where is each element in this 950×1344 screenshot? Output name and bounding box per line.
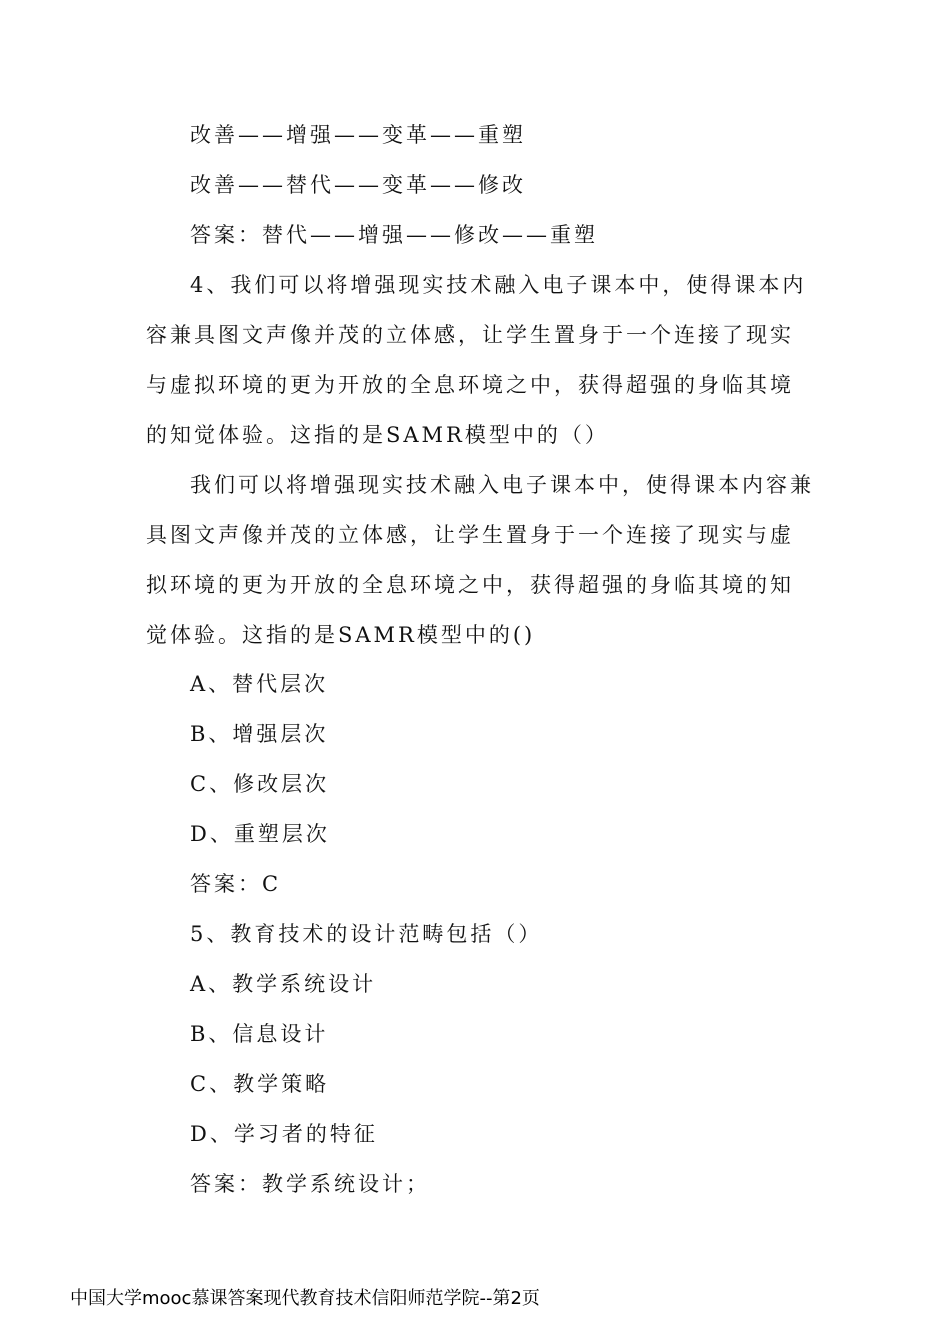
q5-option-c: C、教学策略 [190,1072,330,1096]
q5-option-a: A、教学系统设计 [190,972,377,996]
q3-option-d: 改善——替代——变革——修改 [190,173,526,197]
q4-option-c: C、修改层次 [190,772,330,796]
q5-option-b: B、信息设计 [190,1022,329,1046]
q3-answer: 答案：替代——增强——修改——重塑 [190,223,598,247]
q5-answer: 答案：教学系统设计； [190,1172,430,1196]
q5-option-d: D、学习者的特征 [190,1122,378,1146]
page-footer: 中国大学mooc慕课答案现代教育技术信阳师范学院--第2页 [70,1288,540,1309]
q4-option-a: A、替代层次 [190,672,329,696]
q4-restated: 我们可以将增强现实技术融入电子课本中，使得课本内容兼具图文声像并茂的立体感，让学生置身于一个连接了现实与虚拟环境的更为开放的全息环境之中，获得超强的身临其境的知觉体验。这指的是SAMR模型中的() [146,473,814,647]
q3-option-c: 改善——增强——变革——重塑 [190,123,526,147]
q5-question: 5、教育技术的设计范畴包括（） [190,922,543,946]
q4-answer: 答案：C [190,872,282,896]
q4-question: 4、我们可以将增强现实技术融入电子课本中，使得课本内容兼具图文声像并茂的立体感，让学生置身于一个连接了现实与虚拟环境的更为开放的全息环境之中，获得超强的身临其境的知觉体验。这指的是SAMR模型中的（） [146,273,807,447]
q4-option-d: D、重塑层次 [190,822,330,846]
q4-option-b: B、增强层次 [190,722,329,746]
